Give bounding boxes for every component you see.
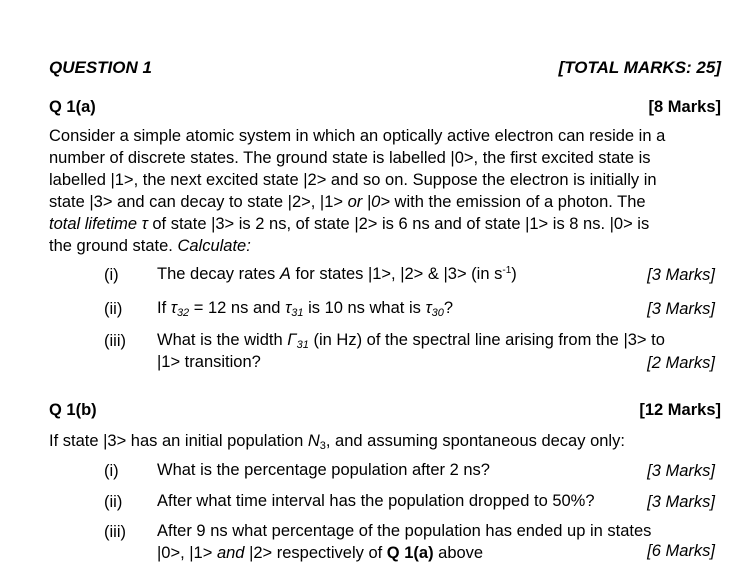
q1a-item-3-number: (iii)	[104, 332, 126, 350]
q1a-item-3-text: What is the width $\Gamma_{31}$ (in Hz) of the spectral line arising from the |3> to |1> transition?	[157, 331, 665, 371]
q1b-item-3-text: After 9 ns what percentage of the population has ended up in states |0>, |1> and |2> respectively of Q 1(a) above	[157, 522, 652, 562]
q1b-item-2-number: (ii)	[104, 493, 123, 511]
q1a-item-3-marks: [2 Marks]	[647, 354, 715, 372]
question-heading: QUESTION 1	[49, 58, 152, 77]
q1b-item-1-marks: [3 Marks]	[647, 462, 715, 480]
intro-line-2: number of discrete states. The ground state is labelled |0>, the first excited state is	[49, 149, 651, 167]
q1b-item-1-number: (i)	[104, 462, 119, 480]
intro-line-1: Consider a simple atomic system in which an optically active electron can reside in a	[49, 127, 666, 145]
total-marks: [TOTAL MARKS: 25]	[558, 58, 721, 77]
q1a-item-2-marks: [3 Marks]	[647, 300, 715, 318]
q1a-intro	[49, 125, 665, 257]
q1a-item-2-text: If $\tau_{32} = 12$ ns and $\tau_{31}$ is 10 ns what is $\tau_{30}$?	[157, 299, 454, 319]
intro-line-6: the ground state. Calculate:	[49, 237, 251, 255]
q1b-item-2-marks: [3 Marks]	[647, 493, 715, 511]
intro-line-4: state |3> and can decay to state |2>, |1> or |0> with the emission of a photon. The	[49, 193, 646, 211]
intro-line-3: labelled |1>, the next excited state |2> and so on. Suppose the electron is initially in	[49, 171, 657, 189]
q1a-item-1-marks: [3 Marks]	[647, 266, 715, 284]
q1a-item-1-number: (i)	[104, 266, 119, 284]
q1b-item-1-text: What is the percentage population after 2 ns?	[157, 461, 490, 479]
q1a-item-1-text: The decay rates A for states |1>, |2> & |3> (in $s^{-1}$)	[157, 265, 517, 283]
q1b-marks: [12 Marks]	[639, 401, 721, 419]
q1a-item-2-number: (ii)	[104, 300, 123, 318]
q1b-item-3-number: (iii)	[104, 523, 126, 541]
q1b-item-3-marks: [6 Marks]	[647, 542, 715, 560]
q1b-item-2-text: After what time interval has the population dropped to 50%?	[157, 492, 595, 510]
q1a-title: Q 1(a)	[49, 98, 96, 116]
intro-line-5: total lifetime τ of state |3> is 2 ns, of state |2> is 6 ns and of state |1> is 8 ns. |0> is	[49, 215, 650, 233]
q1b-intro: If state |3> has an initial population $N_3$, and assuming spontaneous decay only:	[49, 432, 625, 452]
q1a-marks: [8 Marks]	[648, 98, 721, 116]
q1b-title: Q 1(b)	[49, 401, 97, 419]
